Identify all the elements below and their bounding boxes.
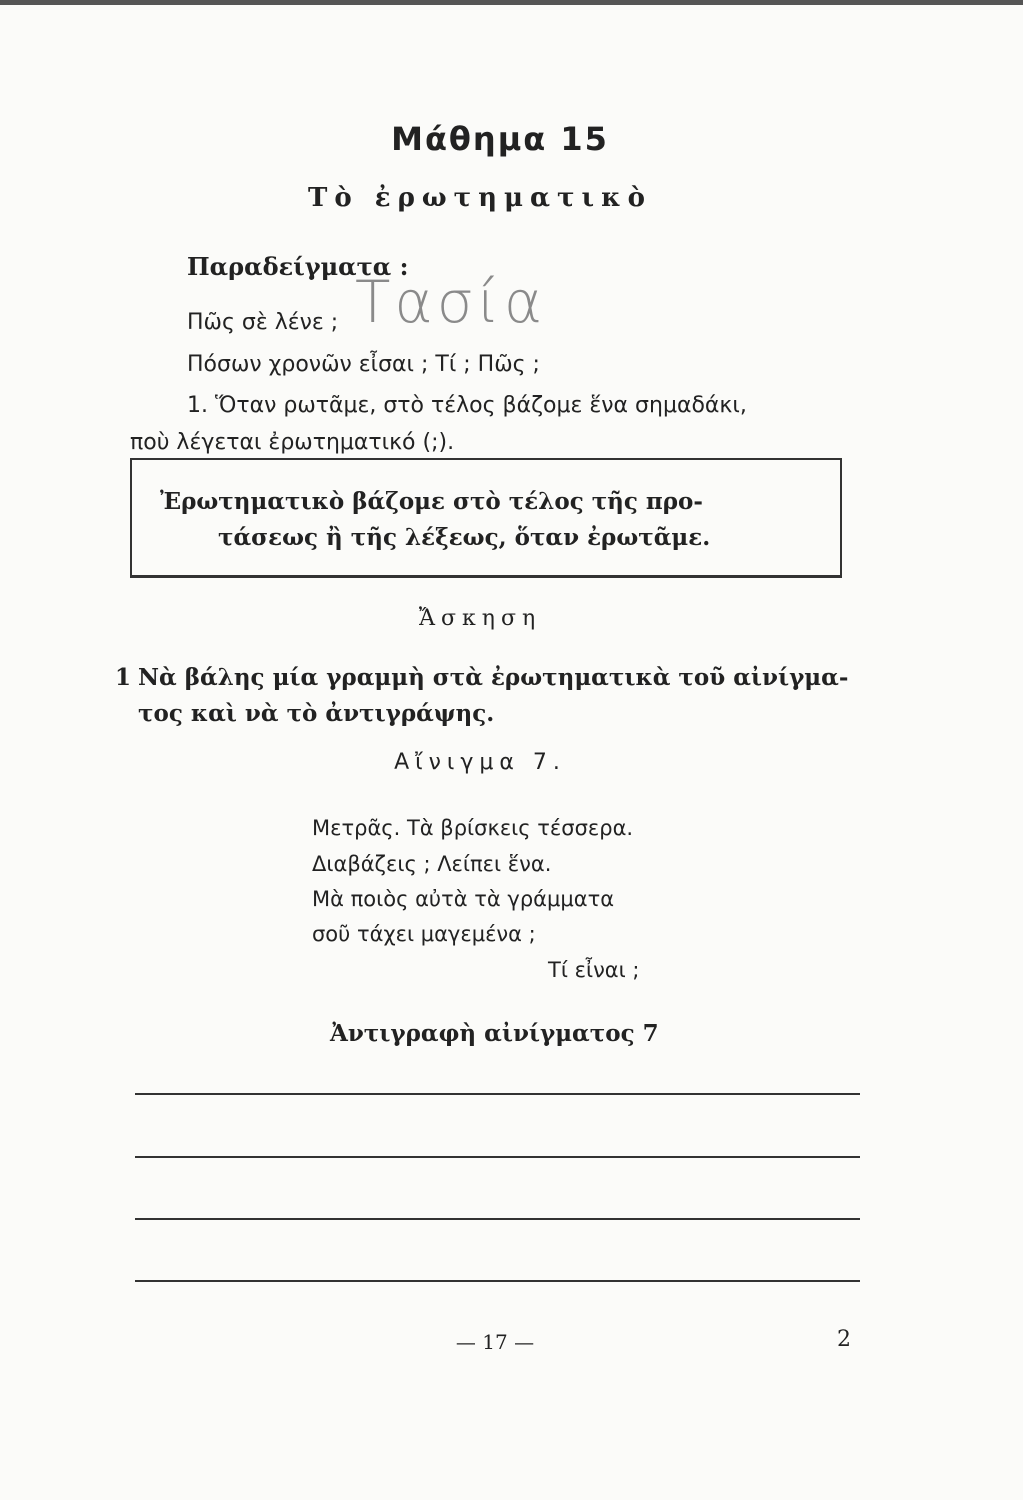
exercise-number: 1 — [115, 664, 132, 691]
explanation-line-2: ποὺ λέγεται ἐρωτηματικό (;). — [130, 430, 455, 455]
rule-line-2: τάσεως ἢ τῆς λέξεως, ὅταν ἐρωτᾶμε. — [218, 524, 711, 551]
copy-heading: Ἀντιγραφὴ αἰνίγματος 7 — [330, 1020, 659, 1047]
writing-line-4 — [135, 1280, 860, 1282]
riddle-line-3: Μὰ ποιὸς αὐτὰ τὰ γράμματα — [312, 887, 615, 911]
exercise-line-2: τος καὶ νὰ τὸ ἀντιγράψης. — [138, 700, 495, 727]
examples-heading: Παραδείγματα : — [187, 252, 409, 281]
riddle-line-5: Τί εἶναι ; — [548, 958, 640, 982]
example-line-1: Πῶς σὲ λένε ; — [187, 310, 339, 335]
lesson-title: Μάθημα 15 — [391, 120, 609, 158]
riddle-line-4: σοῦ τάχει μαγεμένα ; — [312, 922, 536, 946]
handwritten-answer: Τασία — [355, 268, 547, 336]
rule-line-1: Ἐρωτηματικὸ βάζομε στὸ τέλος τῆς προ- — [160, 488, 703, 515]
writing-line-1 — [135, 1093, 860, 1095]
writing-line-3 — [135, 1218, 860, 1220]
riddle-line-1: Μετρᾶς. Τὰ βρίσκεις τέσσερα. — [312, 816, 634, 840]
page-number: — 17 — — [455, 1330, 535, 1354]
lesson-subtitle: Τὸ ἐρωτηματικὸ — [308, 183, 652, 213]
writing-line-2 — [135, 1156, 860, 1158]
riddle-line-2: Διαβάζεις ; Λείπει ἕνα. — [312, 852, 552, 876]
exercise-line-1: Νὰ βάλης μία γραμμὴ στὰ ἐρωτηματικὰ τοῦ αἰνίγμα- — [138, 664, 849, 691]
example-line-2: Πόσων χρονῶν εἶσαι ; Τί ; Πῶς ; — [187, 352, 540, 377]
riddle-title: Αἴνιγμα 7. — [394, 750, 566, 775]
sheet-number: 2 — [837, 1327, 851, 1352]
explanation-line-1: 1. Ὅταν ρωτᾶμε, στὸ τέλος βάζομε ἕνα σημαδάκι, — [187, 393, 747, 418]
scan-top-edge — [0, 0, 1023, 5]
rule-box — [130, 458, 842, 578]
exercise-heading: Ἄσκηση — [418, 606, 542, 631]
